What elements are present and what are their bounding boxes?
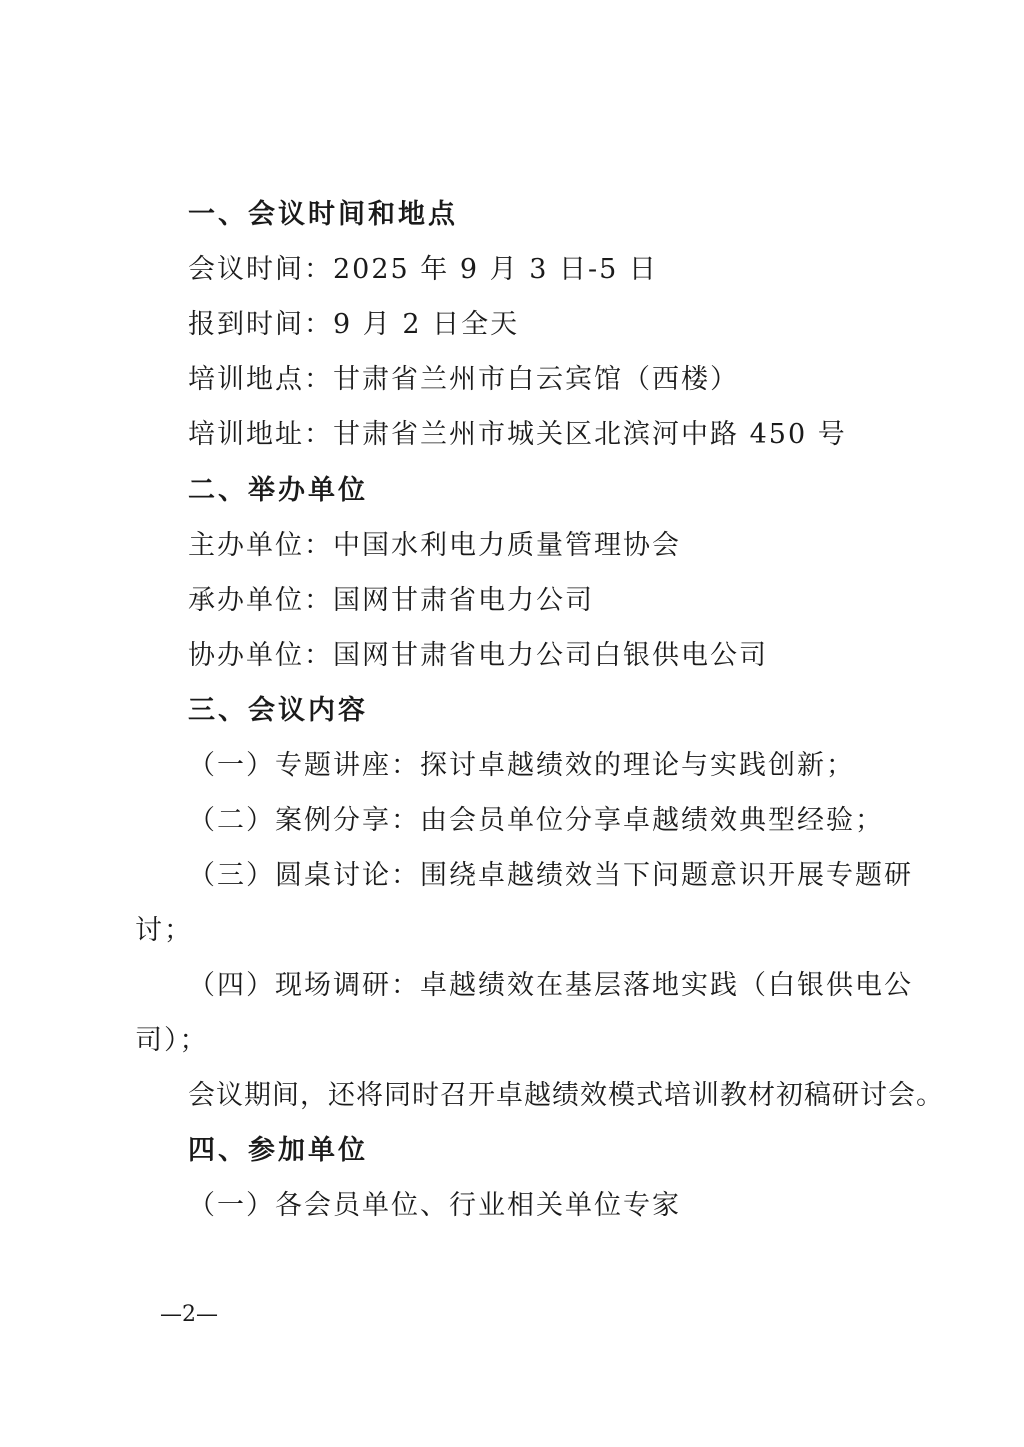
co-organizer-unit: 协办单位：国网甘肃省电力公司白银供电公司 [188,640,768,671]
section4-heading: 四、参加单位 [188,1135,368,1166]
content-item-4-line-1: （四）现场调研：卓越绩效在基层落地实践（白银供电公 [188,970,913,1001]
section1-heading: 一、会议时间和地点 [188,199,458,230]
section3-heading: 三、会议内容 [188,695,368,726]
content-item-4-line-2: 司）； [135,1025,209,1056]
host-unit: 主办单位：中国水利电力质量管理协会 [188,530,681,561]
content-item-3-line-2: 讨； [135,915,193,946]
training-address: 培训地址：甘肃省兰州市城关区北滨河中路 450 号 [188,419,847,450]
page-number: —2— [160,1302,218,1327]
organizer-unit: 承办单位：国网甘肃省电力公司 [188,585,594,616]
meeting-note: 会议期间，还将同时召开卓越绩效模式培训教材初稿研讨会。 [188,1080,944,1111]
section2-heading: 二、举办单位 [188,475,368,506]
meeting-time: 会议时间：2025 年 9 月 3 日-5 日 [188,254,658,285]
training-venue: 培训地点：甘肃省兰州市白云宾馆（西楼） [188,364,739,395]
content-item-2: （二）案例分享：由会员单位分享卓越绩效典型经验； [188,805,884,836]
registration-time: 报到时间：9 月 2 日全天 [188,309,520,340]
participant-item-1: （一）各会员单位、行业相关单位专家 [188,1190,681,1221]
content-item-3-line-1: （三）圆桌讨论：围绕卓越绩效当下问题意识开展专题研 [188,860,913,891]
content-item-1: （一）专题讲座：探讨卓越绩效的理论与实践创新； [188,750,855,781]
